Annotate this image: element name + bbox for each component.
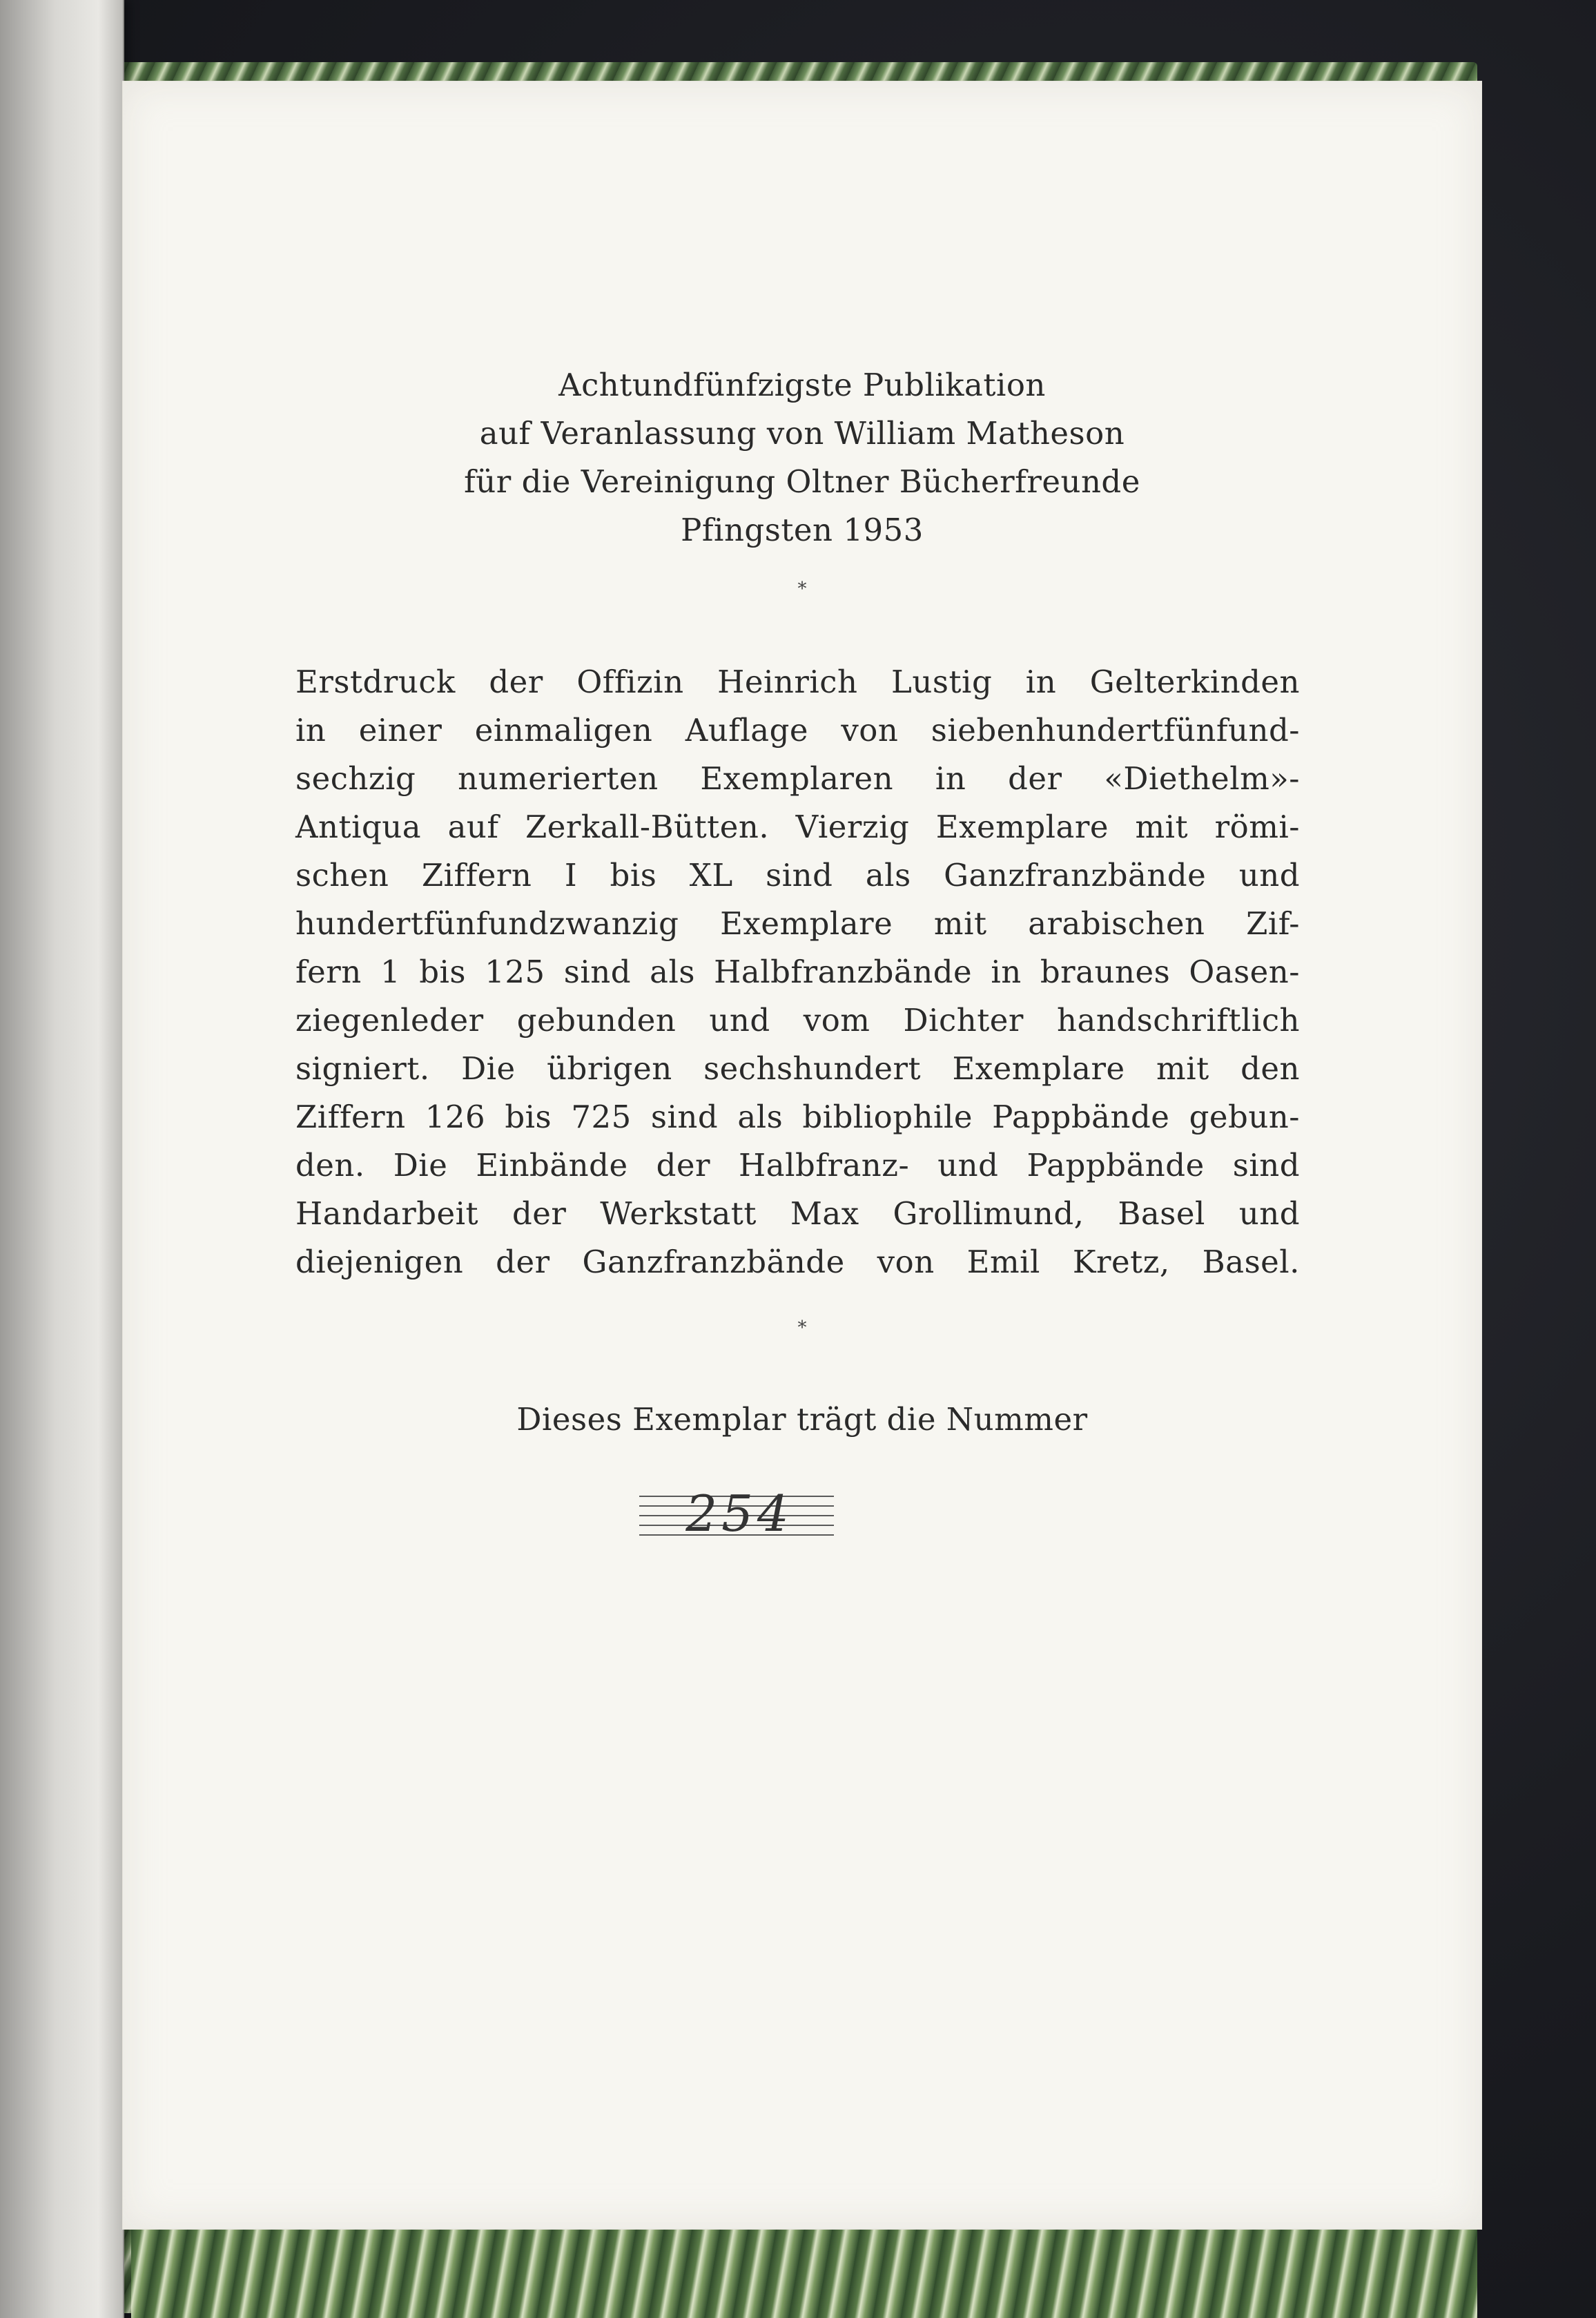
heading-line-4: Pfingsten 1953 — [681, 512, 924, 548]
heading-line-2: auf Veranlassung von William Matheson — [479, 415, 1125, 452]
body-line-13: diejenigen der Ganzfranzbände von Emil Kretz, Basel. — [295, 1244, 1300, 1280]
body-line-3: sechzig numerierten Exemplaren in der «Diethelm»- — [295, 760, 1300, 797]
marbled-endpaper-strip — [131, 2229, 1477, 2318]
body-line-4: Antiqua auf Zerkall-Bütten. Vierzig Exemplare mit römi- — [295, 809, 1300, 845]
body-line-2: in einer einmaligen Auflage von siebenhundertfünfund- — [295, 712, 1300, 748]
body-line-1: Erstdruck der Offizin Heinrich Lustig in Gelterkinden — [295, 664, 1300, 700]
copy-number-statement: Dieses Exemplar trägt die Nummer — [516, 1401, 1088, 1438]
copy-number-field — [639, 1485, 834, 1543]
body-line-8: ziegenleder gebunden und vom Dichter handschriftlich — [295, 1002, 1300, 1039]
body-line-11: den. Die Einbände der Halbfranz- und Pappbände sind — [295, 1147, 1300, 1184]
separator-asterisk-2: * — [797, 1317, 807, 1338]
left-page-edge — [0, 0, 124, 2318]
body-line-9: signiert. Die übrigen sechshundert Exemplare mit den — [295, 1050, 1300, 1087]
colophon-page — [123, 81, 1481, 2229]
body-line-6: hundertfünfundzwanzig Exemplare mit arabischen Zif- — [295, 905, 1300, 942]
separator-asterisk-1: * — [797, 579, 807, 599]
body-line-7: fern 1 bis 125 sind als Halbfranzbände in braunes Oasen- — [295, 954, 1300, 990]
heading-line-1: Achtundfünfzigste Publikation — [558, 367, 1046, 403]
body-line-5: schen Ziffern I bis XL sind als Ganzfranzbände und — [295, 857, 1300, 894]
body-line-12: Handarbeit der Werkstatt Max Grollimund, Basel und — [295, 1195, 1300, 1232]
colophon-text — [123, 81, 1481, 2229]
handwritten-copy-number: 254 — [685, 1485, 793, 1543]
heading-line-3: für die Vereinigung Oltner Bücherfreunde — [464, 463, 1140, 500]
body-line-10: Ziffern 126 bis 725 sind als bibliophile Pappbände gebun- — [295, 1099, 1300, 1135]
